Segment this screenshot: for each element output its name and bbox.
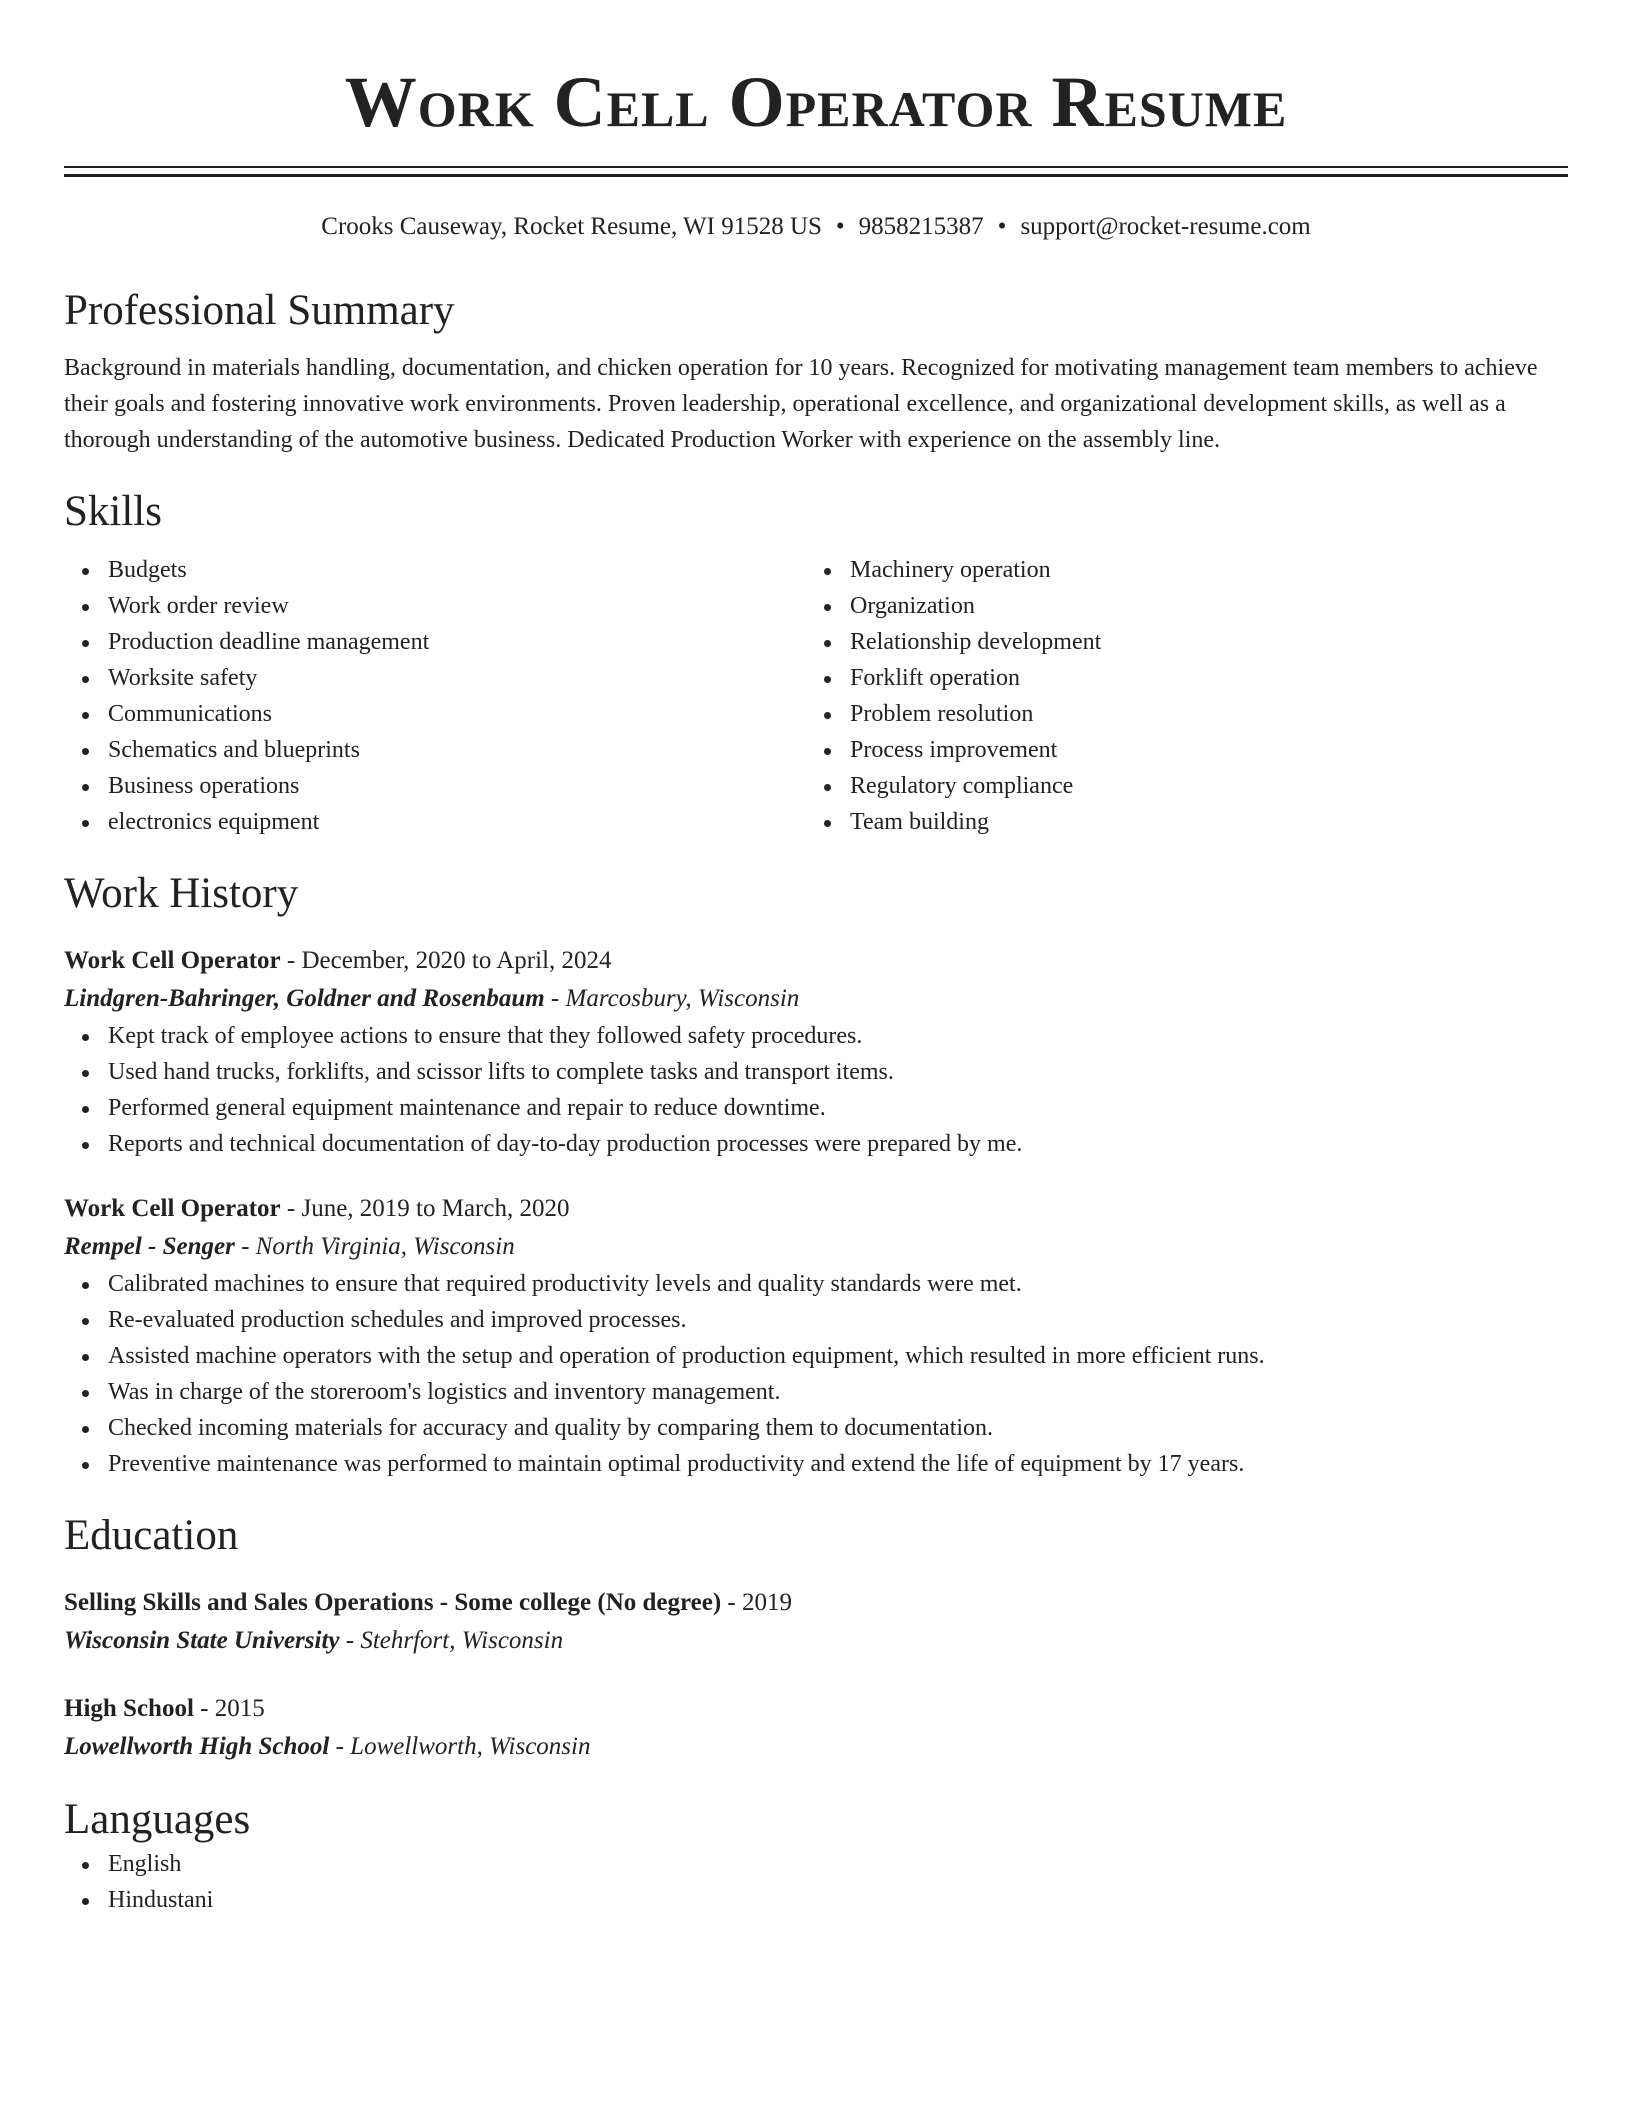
- skills-section: [64, 486, 1568, 840]
- job-duty-item: Used hand trucks, forklifts, and scissor lifts to complete tasks and transport items.: [64, 1054, 1568, 1090]
- job-company: Rempel - Senger: [64, 1233, 235, 1260]
- education-entry: [64, 1690, 1568, 1766]
- skills-column-right: [806, 552, 1548, 840]
- contact-email: support@rocket-resume.com: [1020, 213, 1311, 240]
- education-section: [64, 1510, 1568, 1766]
- skill-item: Production deadline management: [64, 624, 806, 660]
- skill-item: Machinery operation: [806, 552, 1548, 588]
- job-duty-item: Preventive maintenance was performed to maintain optimal productivity and extend the life of equipment by 17 years.: [64, 1446, 1568, 1482]
- job-title: Work Cell Operator: [64, 1195, 281, 1222]
- skills-column-left: [64, 552, 806, 840]
- work-history-heading: Work History: [64, 870, 299, 917]
- title-divider-bottom: [64, 174, 1568, 177]
- education-school-line: [64, 1622, 1568, 1660]
- job-title: Work Cell Operator: [64, 947, 281, 974]
- skill-item: Schematics and blueprints: [64, 732, 806, 768]
- education-school: Lowellworth High School: [64, 1733, 330, 1760]
- summary-section: [64, 285, 1568, 458]
- education-school-line: [64, 1728, 1568, 1766]
- languages-list: [64, 1846, 1568, 1918]
- job-entry: [64, 942, 1568, 1162]
- summary-text: Background in materials handling, documentation, and chicken operation for 10 years. Recognized for motivating management team members to achieve their goals and fostering innovative work environments. Proven leadership, operational excellence, and organizational development skills, as well as a thorough understanding of the automotive business. Dedicated Production Worker with experience on the assembly line.: [64, 355, 1538, 453]
- skill-item: Process improvement: [806, 732, 1548, 768]
- education-degree-line: [64, 1690, 1568, 1728]
- skills-grid: [64, 552, 1568, 840]
- skill-item: electronics equipment: [64, 804, 806, 840]
- job-duties-list: [64, 1018, 1568, 1162]
- language-item: English: [64, 1846, 1568, 1882]
- job-duties-list: [64, 1266, 1568, 1482]
- education-degree-line: [64, 1584, 1568, 1622]
- job-duty-item: Assisted machine operators with the setup and operation of production equipment, which resulted in more efficient runs.: [64, 1338, 1568, 1374]
- job-duty-item: Checked incoming materials for accuracy and quality by comparing them to documentation.: [64, 1410, 1568, 1446]
- language-item: Hindustani: [64, 1882, 1568, 1918]
- skills-list-right: [806, 552, 1548, 840]
- skill-item: Organization: [806, 588, 1548, 624]
- contact-line: [64, 211, 1568, 243]
- skill-item: Team building: [806, 804, 1548, 840]
- title-divider-top: [64, 166, 1568, 168]
- job-duty-item: Re-evaluated production schedules and improved processes.: [64, 1302, 1568, 1338]
- resume-title: Work Cell Operator Resume: [344, 62, 1288, 142]
- job-duty-item: Performed general equipment maintenance and repair to reduce downtime.: [64, 1090, 1568, 1126]
- skill-item: Regulatory compliance: [806, 768, 1548, 804]
- contact-separator: •: [835, 213, 845, 240]
- job-title-line: [64, 942, 1568, 980]
- education-entry: [64, 1584, 1568, 1660]
- job-dates: - June, 2019 to March, 2020: [280, 1195, 570, 1222]
- job-dates: - December, 2020 to April, 2024: [280, 947, 612, 974]
- work-history-section: [64, 868, 1568, 1482]
- job-location: - North Virginia, Wisconsin: [234, 1233, 515, 1260]
- job-duty-item: Was in charge of the storeroom's logistics and inventory management.: [64, 1374, 1568, 1410]
- education-year: - 2015: [193, 1695, 265, 1722]
- job-entry: [64, 1190, 1568, 1482]
- skill-item: Budgets: [64, 552, 806, 588]
- job-duty-item: Kept track of employee actions to ensure that they followed safety procedures.: [64, 1018, 1568, 1054]
- languages-heading: Languages: [64, 1796, 251, 1843]
- job-company-line: [64, 1228, 1568, 1266]
- education-location: - Stehrfort, Wisconsin: [339, 1627, 564, 1654]
- skills-heading: Skills: [64, 488, 162, 535]
- education-year: - 2019: [721, 1589, 792, 1616]
- job-company: Lindgren-Bahringer, Goldner and Rosenbaum: [64, 985, 545, 1012]
- education-heading: Education: [64, 1512, 239, 1559]
- skill-item: Worksite safety: [64, 660, 806, 696]
- skill-item: Business operations: [64, 768, 806, 804]
- job-company-line: [64, 980, 1568, 1018]
- skills-list-left: [64, 552, 806, 840]
- education-school: Wisconsin State University: [64, 1627, 340, 1654]
- contact-phone: 9858215387: [858, 213, 984, 240]
- contact-address: Crooks Causeway, Rocket Resume, WI 91528 US: [321, 213, 822, 240]
- job-duty-item: Reports and technical documentation of day-to-day production processes were prepared by me.: [64, 1126, 1568, 1162]
- summary-heading: Professional Summary: [64, 287, 455, 334]
- education-degree: Selling Skills and Sales Operations - Some college (No degree): [64, 1589, 722, 1616]
- job-title-line: [64, 1190, 1568, 1228]
- job-duty-item: Calibrated machines to ensure that required productivity levels and quality standards were met.: [64, 1266, 1568, 1302]
- contact-separator: •: [997, 213, 1007, 240]
- skill-item: Forklift operation: [806, 660, 1548, 696]
- skill-item: Work order review: [64, 588, 806, 624]
- skill-item: Communications: [64, 696, 806, 732]
- education-location: - Lowellworth, Wisconsin: [329, 1733, 591, 1760]
- education-degree: High School: [64, 1695, 194, 1722]
- job-location: - Marcosbury, Wisconsin: [544, 985, 800, 1012]
- skill-item: Relationship development: [806, 624, 1548, 660]
- skill-item: Problem resolution: [806, 696, 1548, 732]
- languages-section: [64, 1794, 1568, 1918]
